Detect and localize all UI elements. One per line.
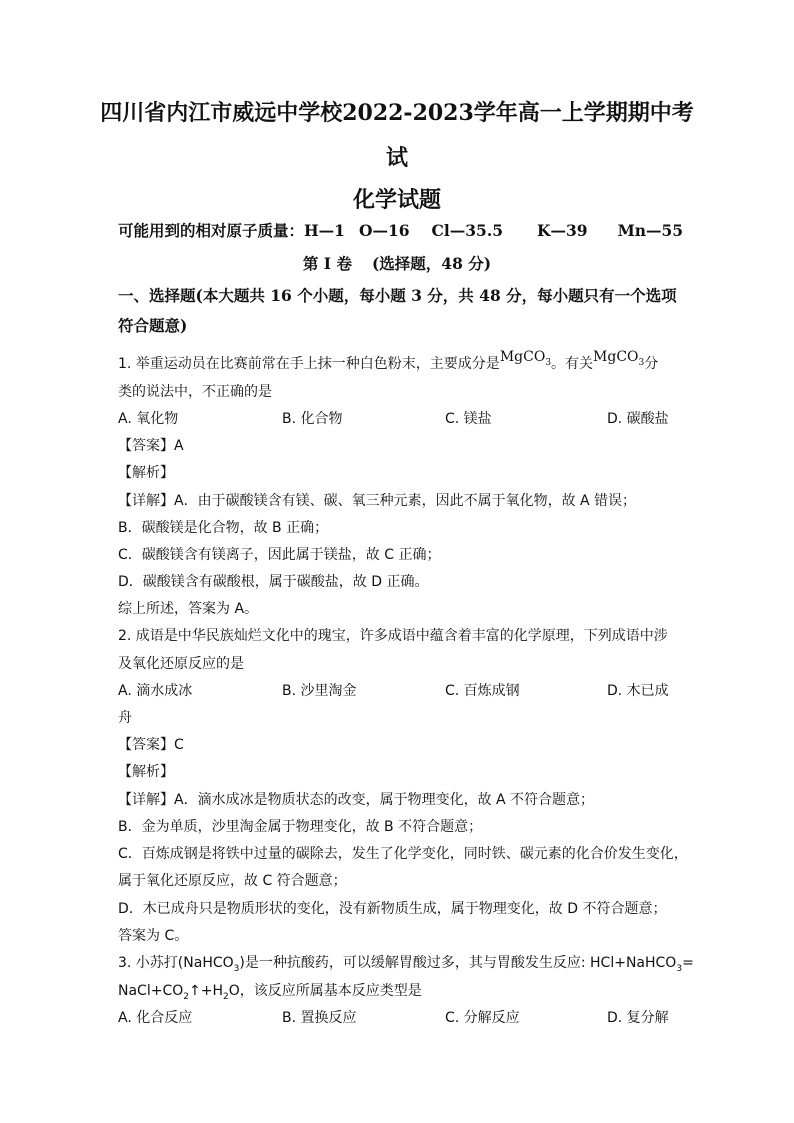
q3-sub-4: 2 [222, 991, 229, 1002]
document-title-line-2: 试 [385, 145, 408, 171]
q1-formula-1-main: MgCO [499, 349, 546, 365]
q3-option-a: A. 化合反应 [118, 1010, 193, 1026]
q2-detail-3: C．百炼成钢是将铁中过量的碳除去，发生了化学变化，同时铁、碳元素的化合价发生变化， [118, 846, 688, 862]
q1-formula-2-sub: 3 [638, 357, 645, 368]
volume-name: 第 I 卷 [302, 254, 352, 273]
q1-formula-2 [593, 349, 645, 368]
q1-formula-2-main: MgCO [593, 349, 639, 365]
q1-stem-text-c: 分 [644, 356, 659, 372]
q3-text-e: ↑+H [188, 983, 223, 999]
q3-option-b: B. 置换反应 [282, 1010, 357, 1026]
q2-analysis-label: 【解析】 [118, 764, 174, 780]
mass-o: O—16 [358, 221, 410, 240]
q2-option-c: C. 百炼成钢 [445, 683, 520, 699]
q2-stem-line-2: 及氧化还原反应的是 [118, 656, 244, 672]
volume-heading [0, 252, 794, 274]
q1-stem-text-b: 。有关 [551, 356, 594, 372]
q1-detail-1: 【详解】A．由于碳酸镁含有镁、碳、氧三种元素，因此不属于氧化物，故 A 错误； [118, 493, 637, 509]
mass-h: H—1 [304, 221, 345, 240]
q2-detail-1: 【详解】A．滴水成冰是物质状态的改变，属于物理变化，故 A 不符合题意； [118, 792, 595, 808]
section-heading-line-1: 一、选择题(本大题共 16 个小题，每小题 3 分，共 48 分，每小题只有一个选项 [118, 286, 677, 305]
q3-text-c: = [682, 955, 694, 971]
document-title-line-1: 四川省内江市威远中学校2022-2023学年高一上学期期中考 [100, 100, 694, 126]
q2-option-d: D. 木已成 [607, 683, 669, 699]
q1-option-c: C. 镁盐 [445, 411, 492, 427]
q1-detail-3: C．碳酸镁含有镁离子，因此属于镁盐，故 C 正确； [118, 547, 441, 563]
mass-cl: Cl—35.5 [431, 221, 504, 240]
q3-option-c: C. 分解反应 [445, 1010, 520, 1026]
q1-option-d: D. 碳酸盐 [607, 411, 669, 427]
q1-stem-line-1 [118, 349, 659, 380]
q2-option-b: B. 沙里淘金 [282, 683, 357, 699]
mass-k: K—39 [537, 221, 588, 240]
atomic-mass-line [118, 220, 683, 242]
q1-analysis-label: 【解析】 [118, 465, 174, 481]
atomic-mass-label: 可能用到的相对原子质量： [118, 221, 305, 240]
volume-desc: (选择题，48 分) [371, 254, 492, 273]
q2-detail-2: B．金为单质，沙里淘金属于物理变化，故 B 不符合题意； [118, 819, 483, 835]
q2-option-d-wrap: 舟 [118, 710, 132, 726]
q1-formula-1 [499, 349, 552, 368]
q3-sub-1: 3 [233, 963, 240, 974]
q2-detail-4: 属于氧化还原反应，故 C 符合题意； [118, 873, 347, 889]
q2-detail-5: D．木已成舟只是物质形状的变化，没有新物质生成，属于物理变化，故 D 不符合题意； [118, 901, 667, 917]
q1-detail-5: 综上所述，答案为 A。 [118, 601, 259, 617]
q3-option-d: D. 复分解 [607, 1010, 669, 1026]
mass-mn: Mn—55 [617, 221, 684, 240]
q1-stem-text: 1. 举重运动员在比赛前常在手上抹一种白色粉末，主要成分是 [118, 356, 500, 372]
q1-detail-2: B．碳酸镁是化合物，故 B 正确； [118, 520, 329, 536]
q3-sub-3: 2 [183, 991, 189, 1002]
q1-formula-1-sub: 3 [545, 357, 552, 368]
q3-text-f: O，该反应所属基本反应类型是 [228, 983, 422, 999]
q1-option-b: B. 化合物 [282, 411, 343, 427]
q3-sub-2: 3 [676, 963, 683, 974]
q1-option-a: A. 氧化物 [118, 411, 179, 427]
q1-stem-line-2: 类的说法中，不正确的是 [118, 384, 272, 400]
subject-title: 化学试题 [352, 187, 441, 213]
q3-text-b: )是一种抗酸药，可以缓解胃酸过多，其与胃酸发生反应: HCl+NaHCO [239, 955, 677, 971]
q2-option-a: A. 滴水成冰 [118, 683, 193, 699]
q1-detail-4: D．碳酸镁含有碳酸根，属于碳酸盐，故 D 正确。 [118, 574, 429, 590]
section-heading-line-2: 符合题意) [118, 316, 188, 335]
q3-stem-line-2 [118, 981, 422, 1007]
q3-text-a: 3. 小苏打(NaHCO [118, 955, 234, 971]
q2-detail-6: 答案为 C。 [118, 928, 189, 944]
q2-stem-line-1: 2. 成语是中华民族灿烂文化中的瑰宝，许多成语中蕴含着丰富的化学原理，下列成语中涉 [118, 628, 668, 644]
q2-answer: 【答案】C [118, 737, 184, 753]
q3-text-d: NaCl+CO [118, 983, 184, 999]
q3-stem-line-1 [118, 953, 694, 979]
q1-answer: 【答案】A [118, 438, 184, 454]
